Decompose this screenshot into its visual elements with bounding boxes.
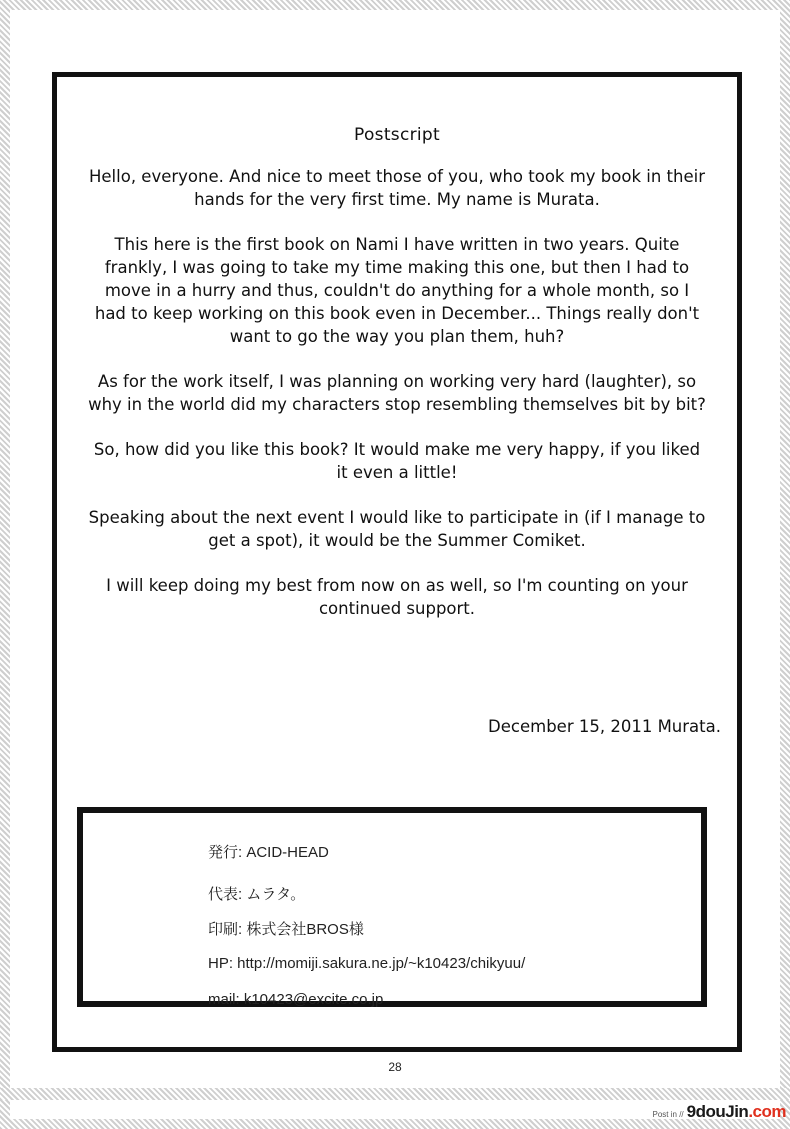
colophon-representative: 代表: ムラタ。: [208, 886, 306, 903]
watermark-logo: [653, 1102, 786, 1126]
watermark-brand: 9douJin.com: [686, 1102, 786, 1121]
colophon-homepage[interactable]: HP: http://momiji.sakura.ne.jp/~k10423/chikyuu/: [208, 955, 526, 972]
colophon-printer: 印刷: 株式会社BROS様: [208, 921, 364, 938]
colophon-mail[interactable]: mail: k10423@excite.co.jp: [208, 991, 384, 1008]
postscript-paragraph: Speaking about the next event I would like to participate in (if I manage to get a spot), it would be the Summer Comiket.: [88, 508, 706, 550]
postscript-body: [87, 165, 707, 642]
dotted-bottom-strip: [0, 1088, 790, 1100]
postscript-frame: [52, 72, 742, 1052]
colophon-box: [77, 807, 707, 1007]
postscript-paragraph: This here is the first book on Nami I have written in two years. Quite frankly, I was going to take my time making this one, but then I had to move in a hurry and thus, couldn't do anything for a whole month, so I had to keep working on this book even in December... Things really don't want to go the way you plan them, huh?: [94, 235, 700, 346]
watermark-prefix: Post in //: [652, 1110, 684, 1119]
postscript-paragraph: As for the work itself, I was planning on working very hard (laughter), so why in the world did my characters stop resembling themselves bit by bit?: [88, 372, 706, 414]
page-number: 28: [388, 1060, 402, 1074]
postscript-paragraph: So, how did you like this book? It would make me very happy, if you liked it even a little!: [93, 440, 701, 482]
signature: December 15, 2011 Murata.: [488, 717, 721, 736]
postscript-paragraph: I will keep doing my best from now on as well, so I'm counting on your continued support.: [106, 576, 688, 618]
postscript-title: Postscript: [354, 125, 440, 145]
colophon-publisher: 発行: ACID-HEAD: [208, 844, 329, 861]
postscript-paragraph: Hello, everyone. And nice to meet those of you, who took my book in their hands for the very first time. My name is Murata.: [89, 167, 705, 209]
